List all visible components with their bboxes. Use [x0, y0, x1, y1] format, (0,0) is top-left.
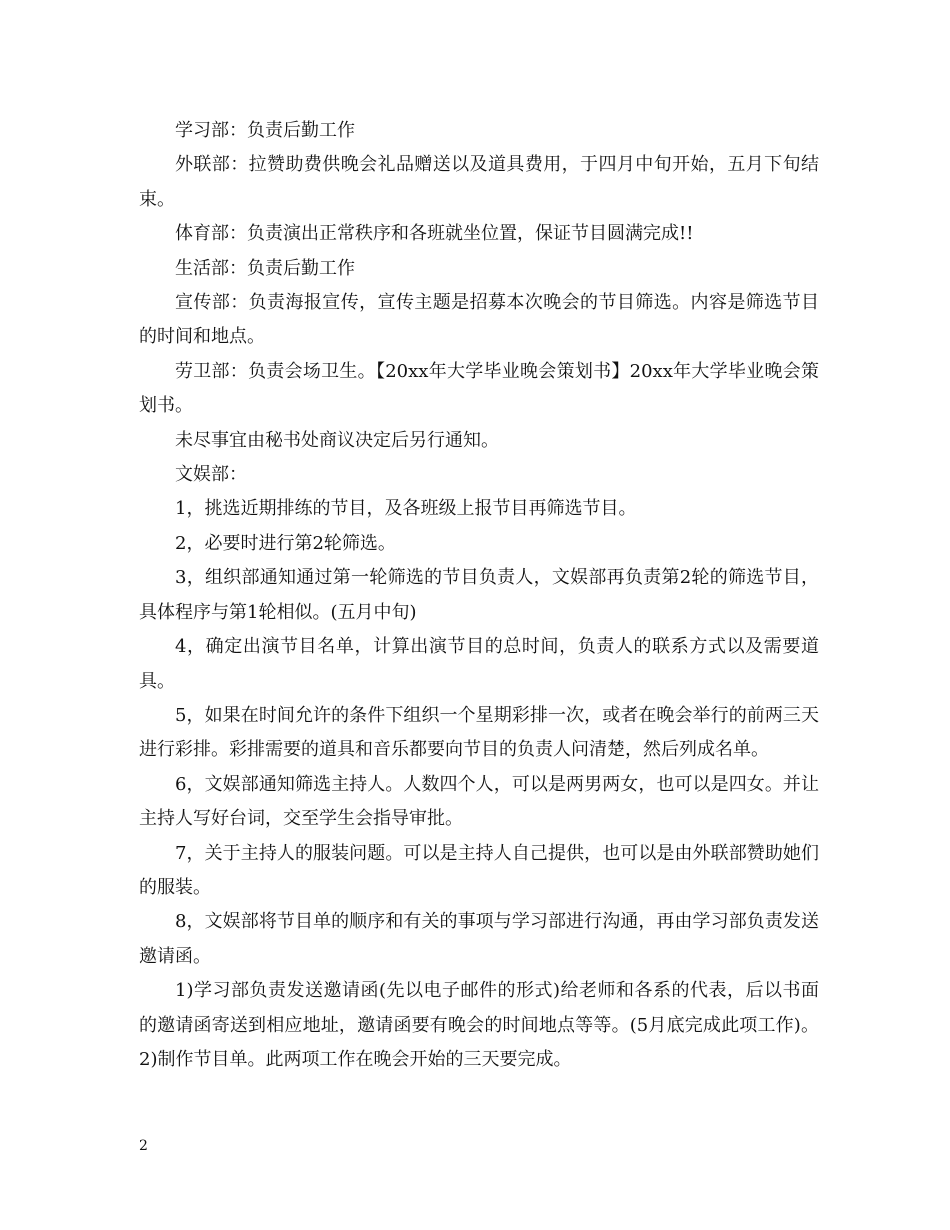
list-item-7: 7，关于主持人的服装问题。可以是主持人自己提供，也可以是由外联部赞助她们的服装。	[139, 842, 819, 898]
list-item-2: 2，必要时进行第2轮筛选。	[175, 532, 396, 554]
list-item-3: 3，组织部通知通过第一轮筛选的节目负责人，文娱部再负责第2轮的筛选节目，具体程序与第1轮相似。(五月中旬)	[139, 567, 819, 623]
list-item-1: 1，挑选近期排练的节目，及各班级上报节目再筛选节目。	[175, 498, 637, 520]
paragraph-study-dept: 学习部：负责后勤工作	[175, 120, 355, 141]
list-item-4: 4，确定出演节目名单，计算出演节目的总时间，负责人的联系方式以及需要道具。	[139, 636, 819, 692]
list-item-6: 6，文娱部通知筛选主持人。人数四个人，可以是两男两女，也可以是四女。并让主持人写好台词，交至学生会指导审批。	[139, 773, 819, 830]
paragraph-sports-dept: 体育部：负责演出正常秩序和各班就坐位置，保证节目圆满完成!!	[175, 223, 694, 245]
document-body	[139, 114, 819, 1077]
list-item-5: 5，如果在时间允许的条件下组织一个星期彩排一次，或者在晚会举行的前两三天进行彩排。彩排需要的道具和音乐都要向节目的负责人问清楚，然后列成名单。	[139, 704, 819, 761]
paragraph-entertainment-dept: 文娱部：	[175, 464, 247, 486]
paragraph-secretariat-note: 未尽事宜由秘书处商议决定后另行通知。	[175, 429, 499, 451]
paragraph-sanitation-dept: 劳卫部：负责会场卫生。【20xx年大学毕业晚会策划书】20xx年大学毕业晚会策划书。	[139, 360, 819, 417]
paragraph-publicity-dept: 宣传部：负责海报宣传，宣传主题是招募本次晚会的节目筛选。内容是筛选节目的时间和地点。	[139, 292, 819, 348]
page-number: 2	[139, 1138, 148, 1154]
list-item-8: 8，文娱部将节目单的顺序和有关的事项与学习部进行沟通，再由学习部负责发送邀请函。	[139, 911, 819, 967]
sub-list-invitations: 1)学习部负责发送邀请函(先以电子邮件的形式)给老师和各系的代表，后以书面的邀请函寄送到相应地址，邀请函要有晚会的时间地点等等。(5月底完成此项工作)。 2)制作节目单。此两项工作在晚会开始的三天要完成。	[139, 980, 819, 1070]
paragraph-life-dept: 生活部：负责后勤工作	[175, 257, 355, 279]
paragraph-external-dept: 外联部：拉赞助费供晚会礼品赠送以及道具费用，于四月中旬开始，五月下旬结束。	[139, 154, 819, 210]
